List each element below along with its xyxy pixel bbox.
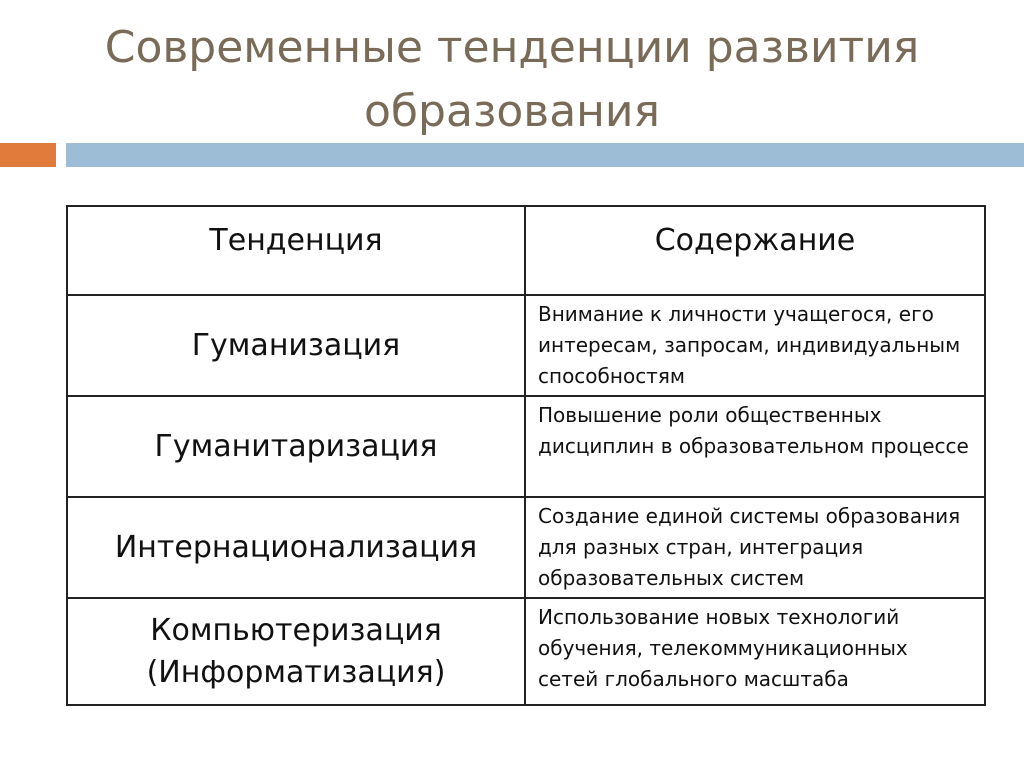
- table-row: [67, 295, 985, 396]
- trend-cell: Интернационализация: [67, 497, 525, 598]
- trends-table: [66, 205, 986, 706]
- table-row: [67, 396, 985, 497]
- slide-title: [0, 16, 1024, 144]
- table-row: [67, 598, 985, 705]
- accent-bar-orange: [0, 143, 56, 167]
- table-header-row: [67, 206, 985, 295]
- slide-title-line-1: Современные тенденции развития: [104, 22, 920, 73]
- slide-title-line-2: образования: [364, 86, 660, 137]
- header-content: Содержание: [525, 206, 985, 295]
- table-row: [67, 497, 985, 598]
- trend-cell: Гуманизация: [67, 295, 525, 396]
- content-cell: Внимание к личности учащегося, его интересам, запросам, индивидуальным способностям: [525, 295, 985, 396]
- content-cell: Создание единой системы образования для разных стран, интеграция образовательных систем: [525, 497, 985, 598]
- accent-bar-blue: [66, 143, 1024, 167]
- trend-cell: Гуманитаризация: [67, 396, 525, 497]
- trend-cell: Компьютеризация (Информатизация): [67, 598, 525, 705]
- header-trend: Тенденция: [67, 206, 525, 295]
- content-cell: Повышение роли общественных дисциплин в образовательном процессе: [525, 396, 985, 497]
- content-cell: Использование новых технологий обучения, телекоммуникационных сетей глобального масштаба: [525, 598, 985, 705]
